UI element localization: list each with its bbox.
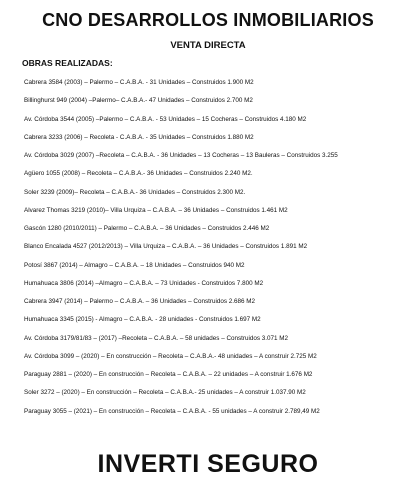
section-heading: OBRAS REALIZADAS: — [22, 58, 113, 68]
list-item: Soler 3239 (2009)– Recoleta – C.A.B.A.- 36 Unidades – Construidos 2.300 M2. — [24, 188, 246, 196]
list-item: Cabrera 3584 (2003) – Palermo – C.A.B.A. - 31 Unidades – Construidos 1.900 M2 — [24, 79, 254, 86]
list-item: Av. Córdoba 3544 (2005) –Palermo – C.A.B.A. - 53 Unidades – 15 Cocheras – Construidos 4.180 M2 — [24, 115, 307, 123]
page-title: CNO DESARROLLOS INMOBILIARIOS — [42, 10, 374, 30]
list-item: Paraguay 2881 – (2020) – En construcción – Recoleta – C.A.B.A. – 22 unidades – A construir 1.676 M2 — [24, 371, 313, 378]
list-item: Agüero 1055 (2008) – Recoleta – C.A.B.A.- 36 Unidades – Construidos 2.240 M2. — [24, 170, 253, 178]
list-item: Billinghurst 949 (2004) –Palermo– C.A.B.A.- 47 Unidades – Construidos 2.700 M2 — [24, 97, 253, 105]
list-item: Blanco Encalada 4527 (2012/2013) – Villa Urquiza – C.A.B.A. – 36 Unidades – Construidos 1.891 M2 — [24, 243, 308, 251]
list-item: Av. Córdoba 3179/81/83 – (2017) –Recoleta – C.A.B.A. – 58 unidades – Construidos 3.071 M2 — [24, 334, 289, 342]
list-item: Gascón 1280 (2010/2011) – Palermo – C.A.B.A. – 36 Unidades – Construidos 2.446 M2 — [24, 225, 270, 232]
works-list — [24, 79, 410, 426]
list-item: Av. Córdoba 3029 (2007) –Recoleta – C.A.B.A. - 36 Unidades – 13 Cocheras – 13 Bauleras – Construidos 3.255 — [24, 152, 338, 159]
list-item: Paraguay 3055 – (2021) – En construcción – Recoleta – C.A.B.A. - 55 unidades – A construir 2.789,49 M2 — [24, 407, 320, 415]
list-item: Cabrera 3947 (2014) – Palermo – C.A.B.A. – 36 Unidades – Construidos 2.686 M2 — [24, 298, 256, 305]
list-item: Cabrera 3233 (2006) – Recoleta - C.A.B.A. - 35 Unidades – Construidos 1.880 M2 — [24, 133, 254, 141]
list-item: Humahuaca 3345 (2015) - Almagro – C.A.B.A. - 28 unidades - Construidos 1.697 M2 — [24, 316, 261, 324]
list-item: Av. Córdoba 3099 – (2020) – En construcción – Recoleta – C.A.B.A.- 48 unidades – A construir 2.725 M2 — [24, 352, 317, 360]
footer-slogan: INVERTI SEGURO — [97, 450, 319, 478]
list-item: Soler 3272 – (2020) – En construcción – Recoleta – C.A.B.A.- 25 unidades – A construir 1.037.90 M2 — [24, 389, 306, 397]
list-item: Alvarez Thomas 3219 (2010)– Villa Urquiza – C.A.B.A. – 36 Unidades – Construidos 1.461 M2 — [24, 206, 288, 214]
list-item: Potosí 3867 (2014) – Almagro – C.A.B.A. – 18 Unidades – Construidos 940 M2 — [24, 261, 245, 269]
page-subtitle: VENTA DIRECTA — [170, 40, 246, 51]
list-item: Humahuaca 3806 (2014) –Almagro – C.A.B.A. – 73 Unidades - Construidos 7.800 M2 — [24, 279, 264, 287]
